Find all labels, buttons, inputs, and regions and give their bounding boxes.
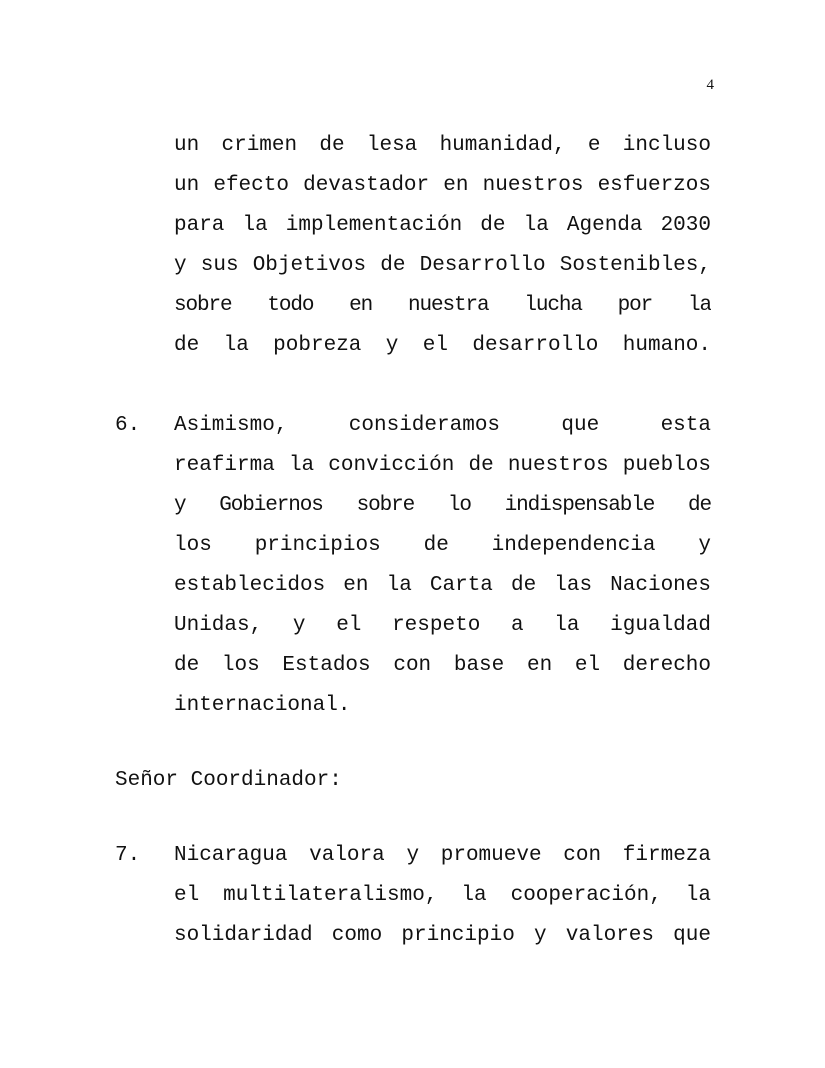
body-line: el multilateralismo, la cooperación, la (174, 884, 711, 907)
body-line: establecidos en la Carta de las Naciones (174, 574, 711, 597)
body-line: Nicaragua valora y promueve con firmeza (174, 844, 711, 867)
body-line: los principios de independencia y (174, 534, 711, 557)
body-line: y sus Objetivos de Desarrollo Sostenibles, (174, 254, 711, 277)
paragraph-number: 6. (115, 414, 141, 437)
body-line: un efecto devastador en nuestros esfuerzos (174, 174, 711, 197)
body-line: un crimen de lesa humanidad, e incluso (174, 134, 711, 157)
body-line: Unidas, y el respeto a la igualdad (174, 614, 711, 637)
salutation: Señor Coordinador: (115, 769, 342, 792)
body-line: para la implementación de la Agenda 2030 (174, 214, 711, 237)
body-line: y Gobiernos sobre lo indispensable de (174, 494, 711, 517)
page-number: 4 (706, 77, 714, 93)
body-line: Asimismo, consideramos que esta (174, 414, 711, 437)
body-line: de la pobreza y el desarrollo humano. (174, 334, 711, 357)
paragraph-number: 7. (115, 844, 141, 867)
body-line: sobre todo en nuestra lucha por la (174, 294, 711, 317)
body-line: internacional. (174, 694, 351, 717)
body-line: reafirma la convicción de nuestros pueblos (174, 454, 711, 477)
body-line: de los Estados con base en el derecho (174, 654, 711, 677)
body-line: solidaridad como principio y valores que (174, 924, 711, 947)
